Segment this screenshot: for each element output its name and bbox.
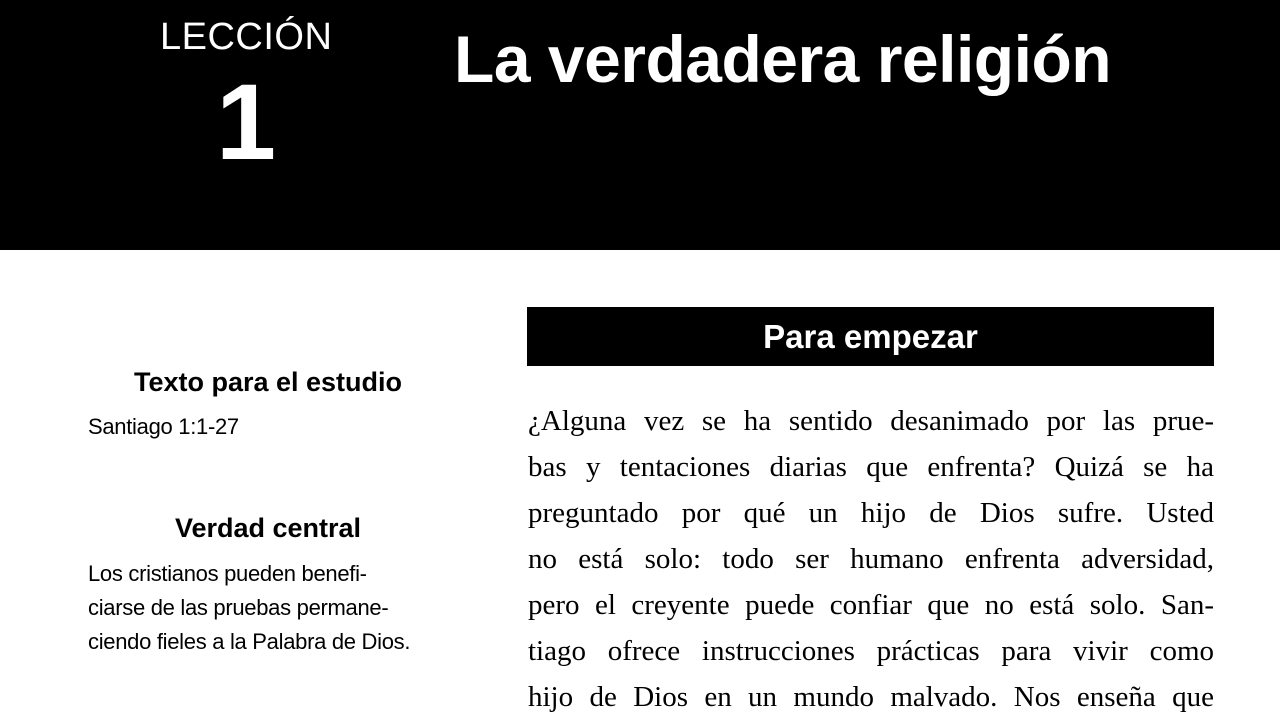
lesson-label: LECCIÓN: [160, 16, 333, 58]
section-header-bar: [527, 307, 1214, 366]
body-line: bas y tentaciones diarias que enfrenta? Quizá se ha: [528, 451, 1214, 483]
central-truth-heading: Verdad central: [174, 513, 362, 543]
body-paragraph: [528, 398, 1214, 720]
central-truth-line: ciarse de las pruebas permane-: [88, 595, 389, 620]
body-line: preguntado por qué un hijo de Dios sufre. Usted: [528, 497, 1214, 529]
body-line: no está solo: todo ser humano enfrenta adversidad,: [528, 543, 1214, 575]
section-title: Para empezar: [763, 318, 978, 355]
lesson-header-band: [0, 0, 1280, 250]
body-line: pero el creyente puede confiar que no está solo. San-: [528, 589, 1214, 621]
central-truth-line: ciendo fieles a la Palabra de Dios.: [88, 629, 411, 654]
central-truth-text: [88, 557, 468, 659]
lesson-number: 1: [215, 61, 277, 182]
central-truth-line: Los cristianos pueden benefi-: [88, 561, 367, 586]
lesson-title: La verdadera religión: [454, 22, 1112, 96]
study-text-reference: Santiago 1:1-27: [88, 414, 239, 439]
body-line: hijo de Dios en un mundo malvado. Nos enseña que: [528, 681, 1214, 713]
body-line: ¿Alguna vez se ha sentido desanimado por las prue-: [528, 405, 1214, 437]
study-text-heading: Texto para el estudio: [133, 367, 403, 397]
body-line: tiago ofrece instrucciones prácticas para vivir como: [528, 635, 1214, 667]
